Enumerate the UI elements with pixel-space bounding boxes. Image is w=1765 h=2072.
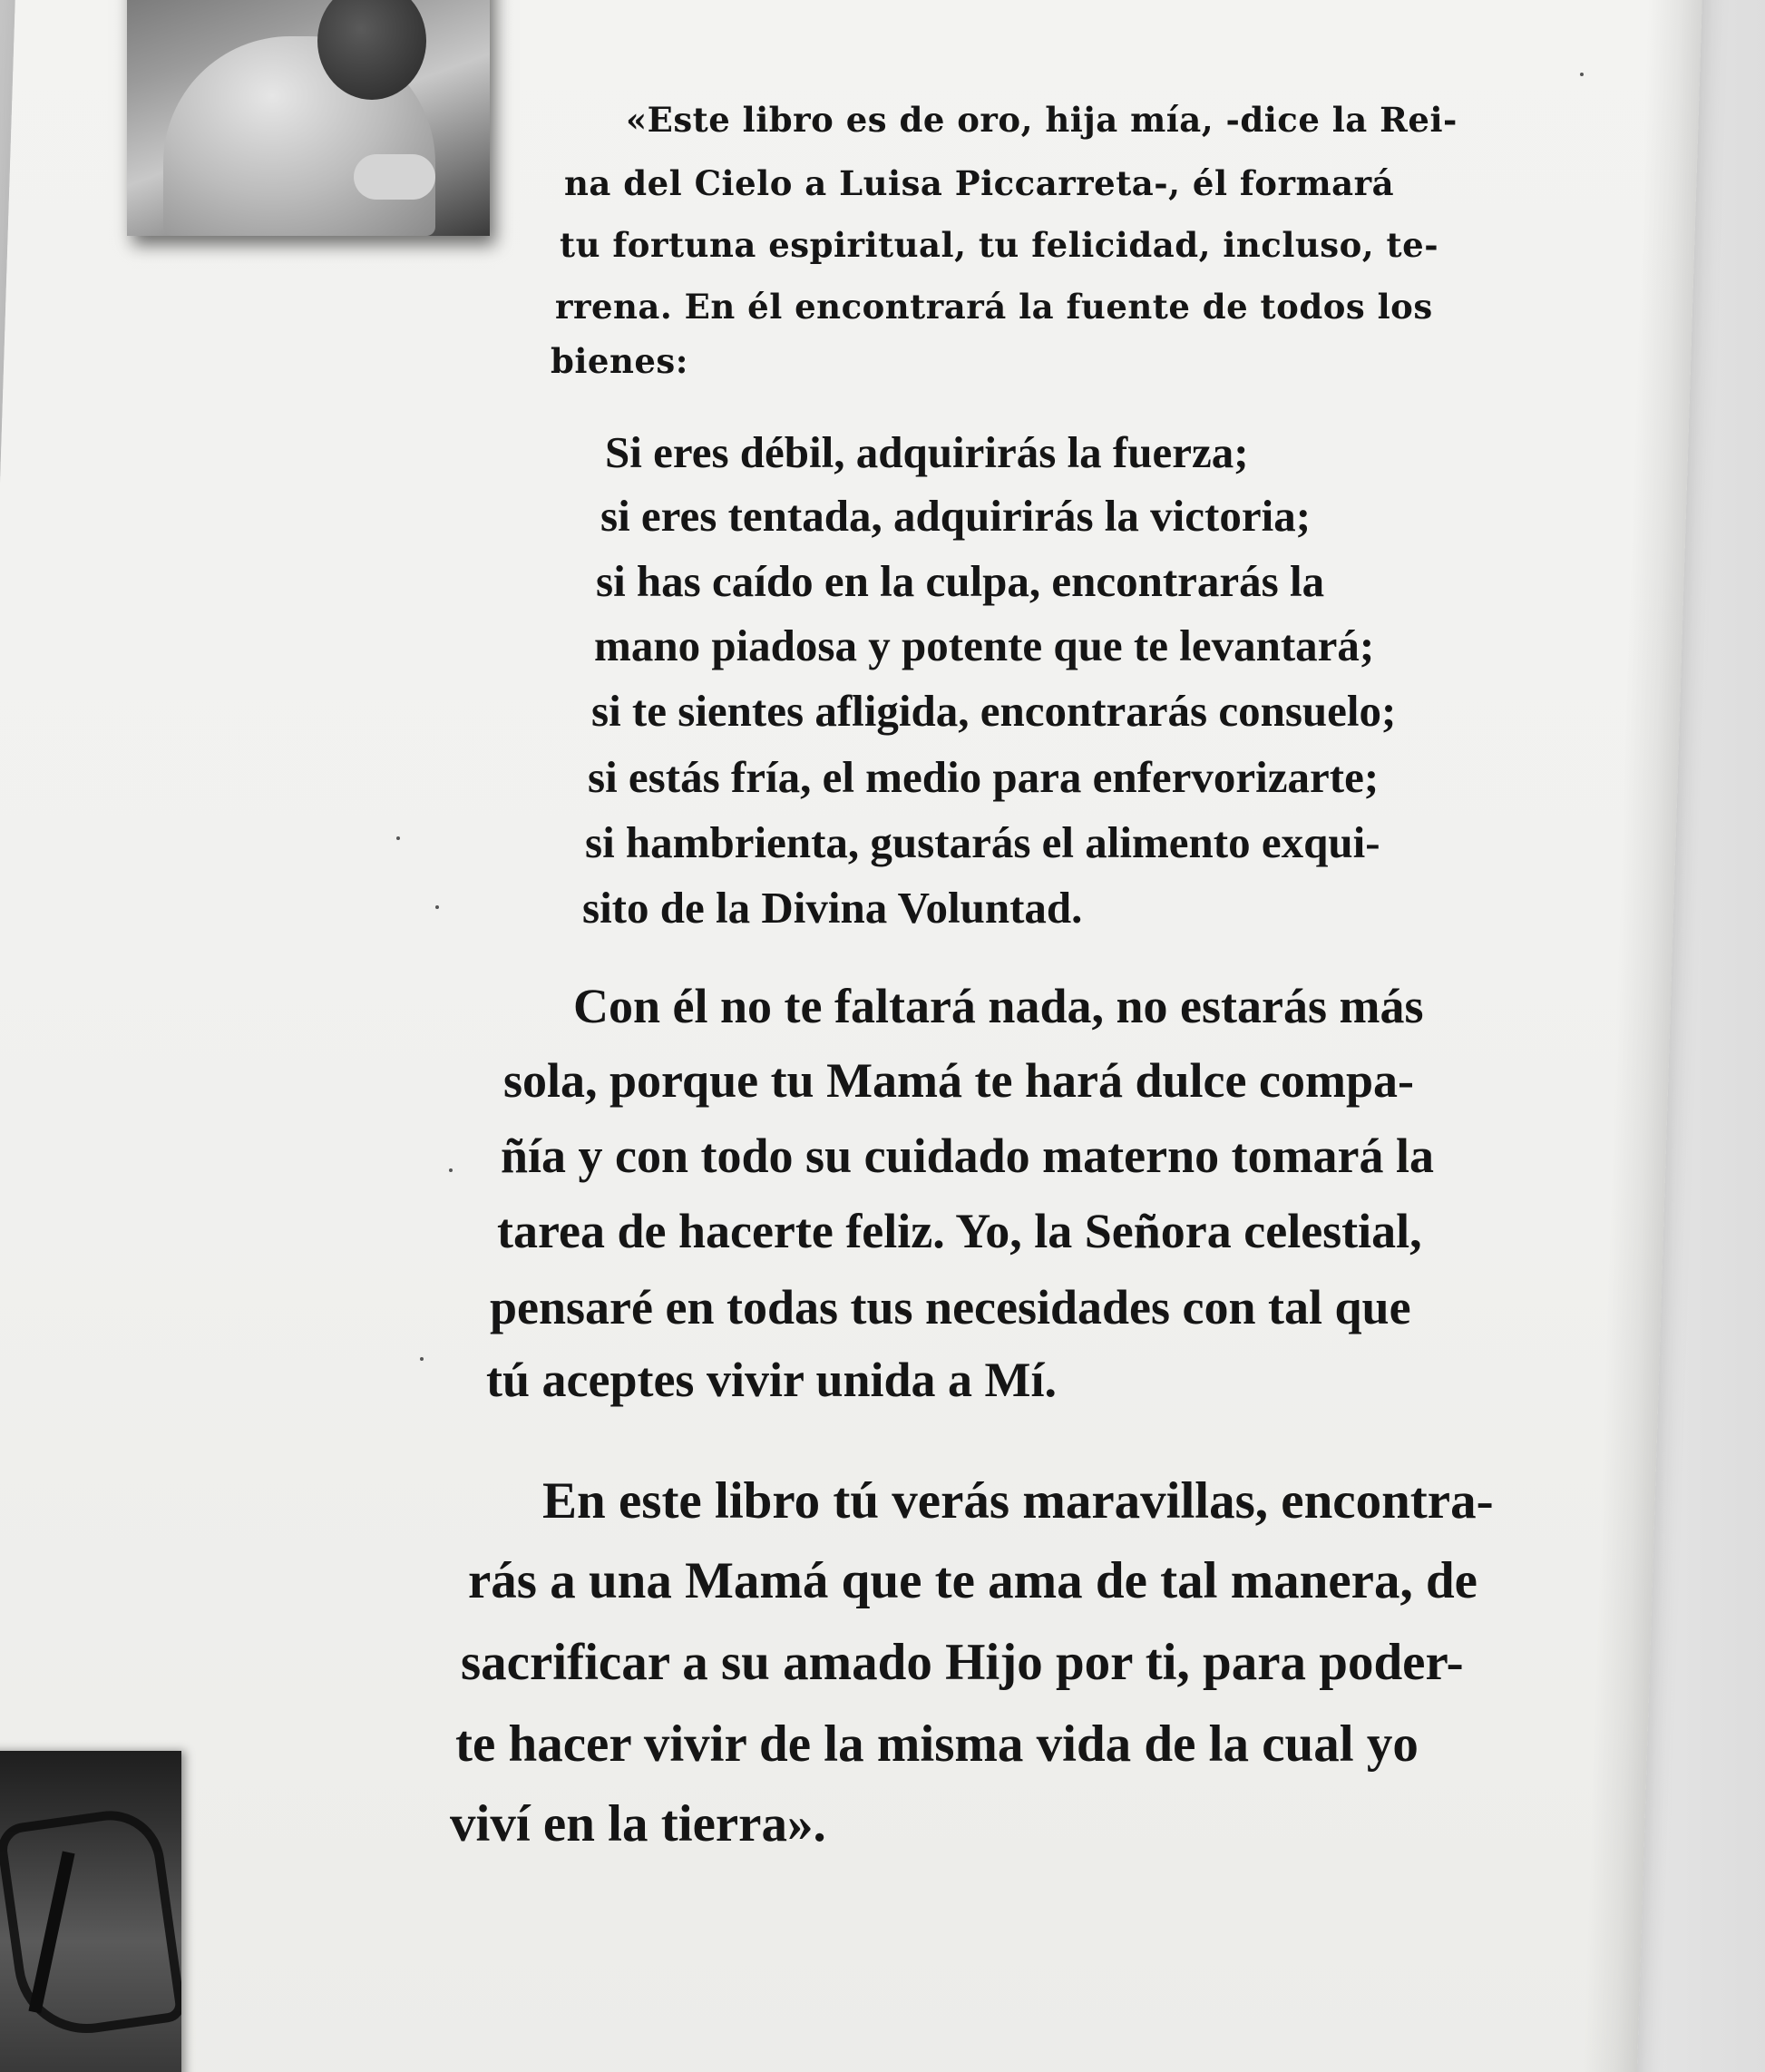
list-line: si te sientes afligida, encontrarás consuelo; [591,686,1397,736]
stamp-brushstroke [0,1804,181,2043]
intro-line: na del Cielo a Luisa Piccarreta-, él formará [564,163,1395,203]
paragraph-line: te hacer vivir de la misma vida de la cual yo [455,1715,1419,1773]
paragraph-line: sola, porque tu Mamá te hará dulce compa- [503,1053,1414,1108]
paper-speck [435,905,439,909]
paragraph-line: pensaré en todas tus necesidades con tal que [490,1280,1411,1334]
paper-speck [1580,73,1584,76]
intro-line: tu fortuna espiritual, tu felicidad, incluso, te- [560,225,1439,265]
page-edge-shadow [1581,0,1703,2072]
list-line: si eres tentada, adquirirás la victoria; [600,491,1312,541]
list-line: sito de la Divina Voluntad. [582,883,1083,933]
portrait-hand [354,154,435,200]
list-line: mano piadosa y potente que te levantará; [594,621,1375,670]
list-line: Si eres débil, adquirirás la fuerza; [605,427,1249,477]
intro-line: rrena. En él encontrará la fuente de todos los [555,287,1433,327]
list-line: si has caído en la culpa, encontrarás la [596,556,1325,606]
paragraph-line: ñía y con todo su cuidado materno tomará la [501,1129,1435,1183]
intro-line: «Este libro es de oro, hija mía, -dice la Rei- [626,100,1458,140]
intro-line: bienes: [551,341,688,381]
paragraph-line: sacrificar a su amado Hijo por ti, para poder- [461,1634,1464,1691]
paragraph-line: viví en la tierra». [450,1795,826,1852]
paper-speck [449,1168,453,1172]
paragraph-line: tarea de hacerte feliz. Yo, la Señora celestial, [497,1204,1422,1258]
list-line: si hambrienta, gustarás el alimento exqui- [585,817,1380,867]
paragraph-line: rás a una Mamá que te ama de tal manera, de [468,1552,1477,1609]
paper-speck [420,1357,424,1361]
paper-speck [396,836,400,840]
portrait-photo [127,0,490,236]
paragraph-line: tú aceptes vivir unida a Mí. [486,1353,1058,1407]
decorative-stamp-image [0,1751,181,2072]
list-line: si estás fría, el medio para enfervorizarte; [588,752,1380,802]
paragraph-line: Con él no te faltará nada, no estarás más [573,979,1424,1033]
paragraph-line: En este libro tú verás maravillas, encontra- [542,1472,1494,1530]
